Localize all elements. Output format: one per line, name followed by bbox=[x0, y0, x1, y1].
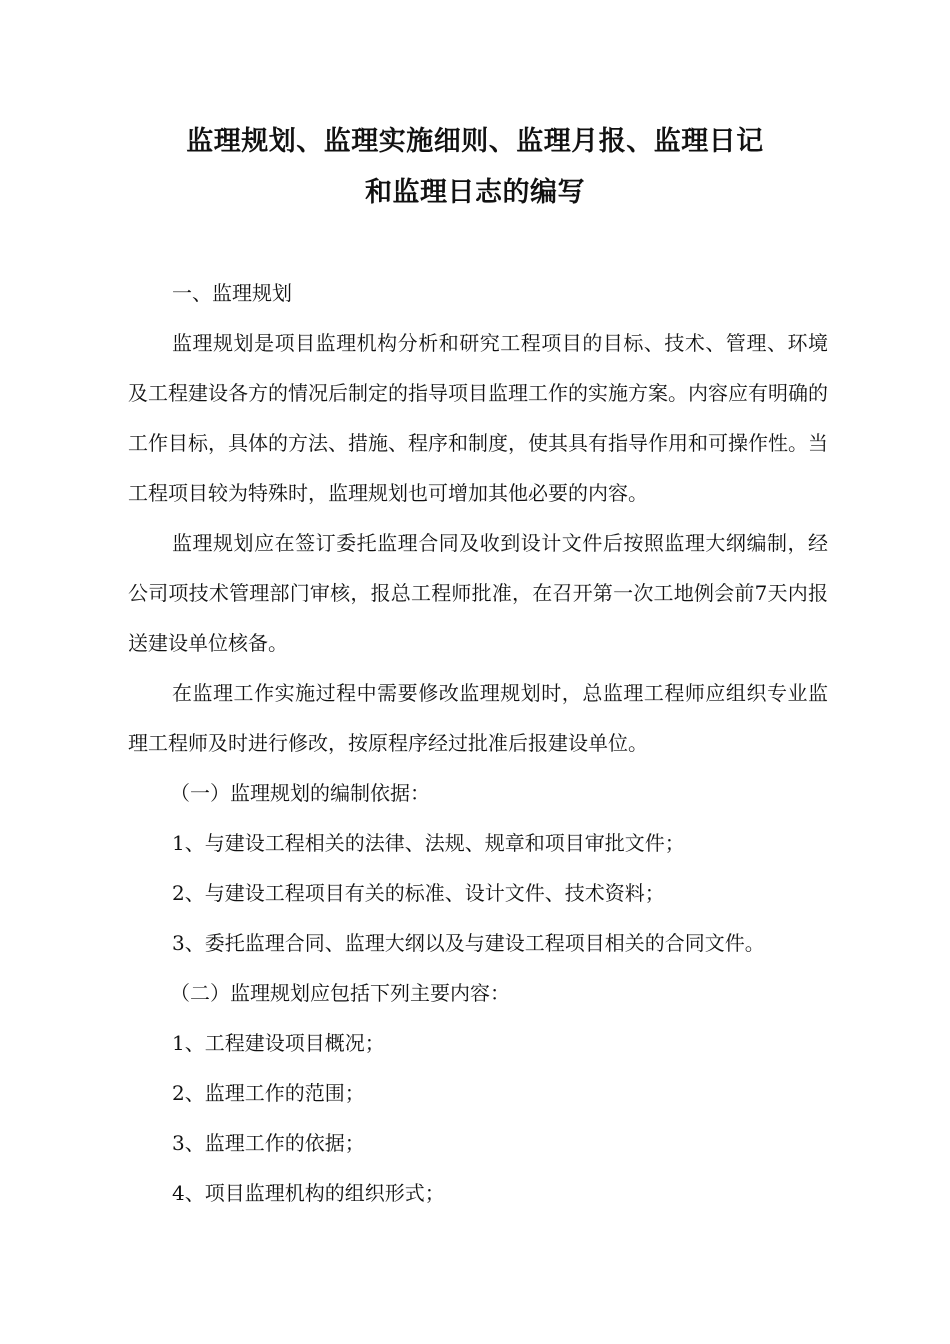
paragraph: 监理规划是项目监理机构分析和研究工程项目的目标、技术、管理、环境及工程建设各方的情况后制定的指导项目监理工作的实施方案。内容应有明确的工作目标，具体的方法、措施、程序和制度，使其具有指导作用和可操作性。当工程项目较为特殊时，监理规划也可增加其他必要的内容。 bbox=[128, 331, 828, 505]
section-heading: 一、监理规划 bbox=[172, 281, 292, 305]
subsection-heading-content: （二）监理规划应包括下列主要内容： bbox=[170, 981, 510, 1005]
subsection-heading-basis: （一）监理规划的编制依据： bbox=[170, 781, 430, 805]
list-item: 2、监理工作的范围； bbox=[172, 1081, 365, 1105]
document-title-line-1: 监理规划、监理实施细则、监理月报、监理日记 bbox=[186, 126, 764, 157]
paragraph: 在监理工作实施过程中需要修改监理规划时，总监理工程师应组织专业监理工程师及时进行修改，按原程序经过批准后报建设单位。 bbox=[128, 681, 828, 755]
document-body bbox=[128, 268, 828, 1218]
list-item: 3、委托监理合同、监理大纲以及与建设工程项目相关的合同文件。 bbox=[172, 931, 765, 955]
list-item: 1、与建设工程相关的法律、法规、规章和项目审批文件； bbox=[172, 831, 685, 855]
document-title-line-2: 和监理日志的编写 bbox=[365, 177, 585, 208]
paragraph: 监理规划应在签订委托监理合同及收到设计文件后按照监理大纲编制，经公司项技术管理部门审核，报总工程师批准，在召开第一次工地例会前7天内报送建设单位核备。 bbox=[128, 531, 828, 655]
list-item: 3、监理工作的依据； bbox=[172, 1131, 365, 1155]
list-item: 4、项目监理机构的组织形式； bbox=[172, 1181, 445, 1205]
list-item: 2、与建设工程项目有关的标准、设计文件、技术资料； bbox=[172, 881, 665, 905]
list-item: 1、工程建设项目概况； bbox=[172, 1031, 385, 1055]
